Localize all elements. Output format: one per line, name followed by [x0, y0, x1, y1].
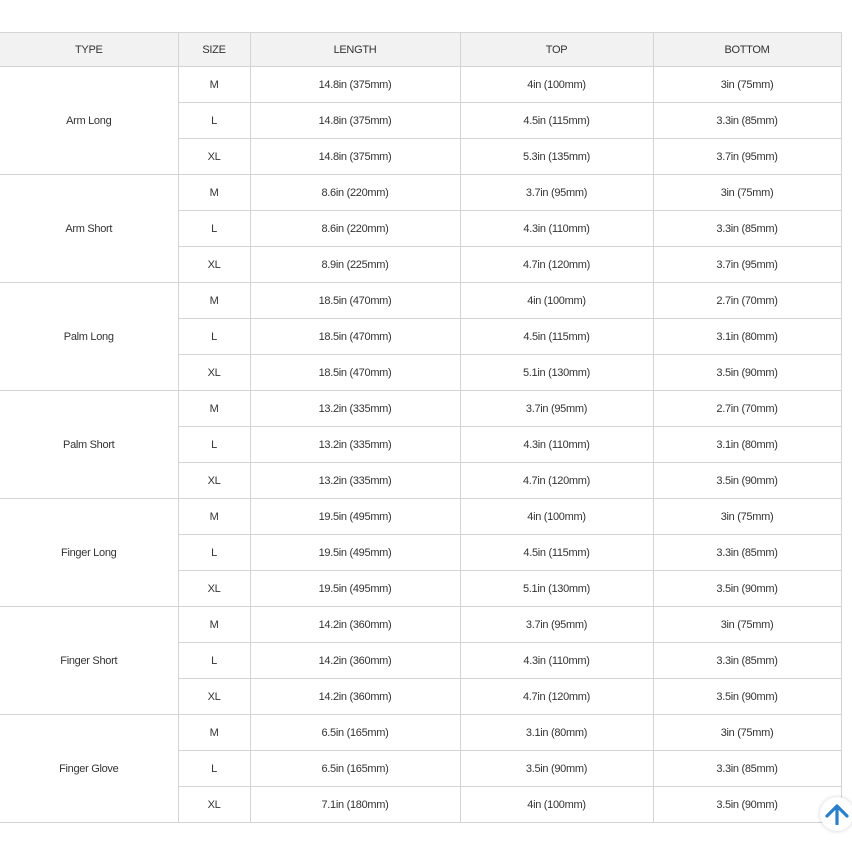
size-cell: XL — [178, 139, 250, 175]
length-cell: 18.5in (470mm) — [250, 355, 460, 391]
top-cell: 4.7in (120mm) — [460, 247, 653, 283]
top-cell: 3.7in (95mm) — [460, 175, 653, 211]
top-cell: 4.7in (120mm) — [460, 679, 653, 715]
top-cell: 4in (100mm) — [460, 283, 653, 319]
size-chart — [0, 32, 841, 823]
size-cell: M — [178, 175, 250, 211]
size-cell: XL — [178, 571, 250, 607]
length-cell: 14.8in (375mm) — [250, 103, 460, 139]
type-cell: Palm Short — [0, 391, 178, 499]
top-cell: 4in (100mm) — [460, 787, 653, 823]
length-cell: 19.5in (495mm) — [250, 499, 460, 535]
size-cell: L — [178, 751, 250, 787]
column-header-size: SIZE — [178, 33, 250, 67]
length-cell: 19.5in (495mm) — [250, 535, 460, 571]
size-cell: L — [178, 643, 250, 679]
top-cell: 4.3in (110mm) — [460, 427, 653, 463]
bottom-cell: 3.3in (85mm) — [653, 751, 841, 787]
size-cell: L — [178, 535, 250, 571]
top-cell: 4in (100mm) — [460, 67, 653, 103]
column-header-bottom: BOTTOM — [653, 33, 841, 67]
bottom-cell: 3.3in (85mm) — [653, 643, 841, 679]
type-cell: Finger Long — [0, 499, 178, 607]
length-cell: 13.2in (335mm) — [250, 427, 460, 463]
type-cell: Arm Long — [0, 67, 178, 175]
table-body — [0, 67, 841, 823]
bottom-cell: 3.3in (85mm) — [653, 535, 841, 571]
length-cell: 14.2in (360mm) — [250, 679, 460, 715]
size-cell: M — [178, 283, 250, 319]
type-cell: Finger Short — [0, 607, 178, 715]
type-cell: Palm Long — [0, 283, 178, 391]
size-cell: XL — [178, 787, 250, 823]
column-header-type: TYPE — [0, 33, 178, 67]
top-cell: 4.3in (110mm) — [460, 643, 653, 679]
size-cell: M — [178, 67, 250, 103]
table-header-row — [0, 33, 841, 67]
length-cell: 8.9in (225mm) — [250, 247, 460, 283]
top-cell: 3.5in (90mm) — [460, 751, 653, 787]
table-row — [0, 175, 841, 211]
scroll-to-top-button[interactable] — [820, 797, 852, 831]
bottom-cell: 3in (75mm) — [653, 715, 841, 751]
length-cell: 14.2in (360mm) — [250, 643, 460, 679]
length-cell: 13.2in (335mm) — [250, 463, 460, 499]
length-cell: 18.5in (470mm) — [250, 319, 460, 355]
bottom-cell: 3.1in (80mm) — [653, 427, 841, 463]
length-cell: 14.8in (375mm) — [250, 67, 460, 103]
length-cell: 14.2in (360mm) — [250, 607, 460, 643]
bottom-cell: 3.5in (90mm) — [653, 679, 841, 715]
top-cell: 4.5in (115mm) — [460, 535, 653, 571]
table-row — [0, 283, 841, 319]
size-cell: XL — [178, 355, 250, 391]
length-cell: 7.1in (180mm) — [250, 787, 460, 823]
size-cell: XL — [178, 463, 250, 499]
bottom-cell: 3in (75mm) — [653, 175, 841, 211]
length-cell: 8.6in (220mm) — [250, 175, 460, 211]
column-header-length: LENGTH — [250, 33, 460, 67]
table-row — [0, 391, 841, 427]
size-cell: L — [178, 211, 250, 247]
bottom-cell: 3.1in (80mm) — [653, 319, 841, 355]
type-cell: Finger Glove — [0, 715, 178, 823]
table-row — [0, 67, 841, 103]
top-cell: 5.1in (130mm) — [460, 355, 653, 391]
size-cell: XL — [178, 679, 250, 715]
size-cell: M — [178, 391, 250, 427]
table-row — [0, 715, 841, 751]
bottom-cell: 3.5in (90mm) — [653, 355, 841, 391]
top-cell: 4.3in (110mm) — [460, 211, 653, 247]
top-cell: 3.7in (95mm) — [460, 391, 653, 427]
bottom-cell: 2.7in (70mm) — [653, 391, 841, 427]
length-cell: 19.5in (495mm) — [250, 571, 460, 607]
top-cell: 3.7in (95mm) — [460, 607, 653, 643]
bottom-cell: 3.5in (90mm) — [653, 571, 841, 607]
bottom-cell: 3.5in (90mm) — [653, 787, 841, 823]
bottom-cell: 3.7in (95mm) — [653, 247, 841, 283]
size-cell: L — [178, 319, 250, 355]
bottom-cell: 2.7in (70mm) — [653, 283, 841, 319]
length-cell: 6.5in (165mm) — [250, 715, 460, 751]
length-cell: 6.5in (165mm) — [250, 751, 460, 787]
length-cell: 8.6in (220mm) — [250, 211, 460, 247]
size-table — [0, 32, 842, 823]
top-cell: 4.5in (115mm) — [460, 319, 653, 355]
bottom-cell: 3in (75mm) — [653, 607, 841, 643]
top-cell: 3.1in (80mm) — [460, 715, 653, 751]
length-cell: 14.8in (375mm) — [250, 139, 460, 175]
arrow-up-icon — [824, 803, 850, 825]
size-cell: M — [178, 715, 250, 751]
length-cell: 13.2in (335mm) — [250, 391, 460, 427]
top-cell: 5.1in (130mm) — [460, 571, 653, 607]
bottom-cell: 3in (75mm) — [653, 67, 841, 103]
bottom-cell: 3in (75mm) — [653, 499, 841, 535]
size-cell: L — [178, 427, 250, 463]
type-cell: Arm Short — [0, 175, 178, 283]
table-row — [0, 499, 841, 535]
bottom-cell: 3.3in (85mm) — [653, 103, 841, 139]
size-cell: XL — [178, 247, 250, 283]
table-row — [0, 607, 841, 643]
bottom-cell: 3.3in (85mm) — [653, 211, 841, 247]
bottom-cell: 3.5in (90mm) — [653, 463, 841, 499]
length-cell: 18.5in (470mm) — [250, 283, 460, 319]
size-cell: M — [178, 607, 250, 643]
size-cell: M — [178, 499, 250, 535]
bottom-cell: 3.7in (95mm) — [653, 139, 841, 175]
top-cell: 4.5in (115mm) — [460, 103, 653, 139]
top-cell: 4.7in (120mm) — [460, 463, 653, 499]
top-cell: 4in (100mm) — [460, 499, 653, 535]
size-cell: L — [178, 103, 250, 139]
column-header-top: TOP — [460, 33, 653, 67]
top-cell: 5.3in (135mm) — [460, 139, 653, 175]
